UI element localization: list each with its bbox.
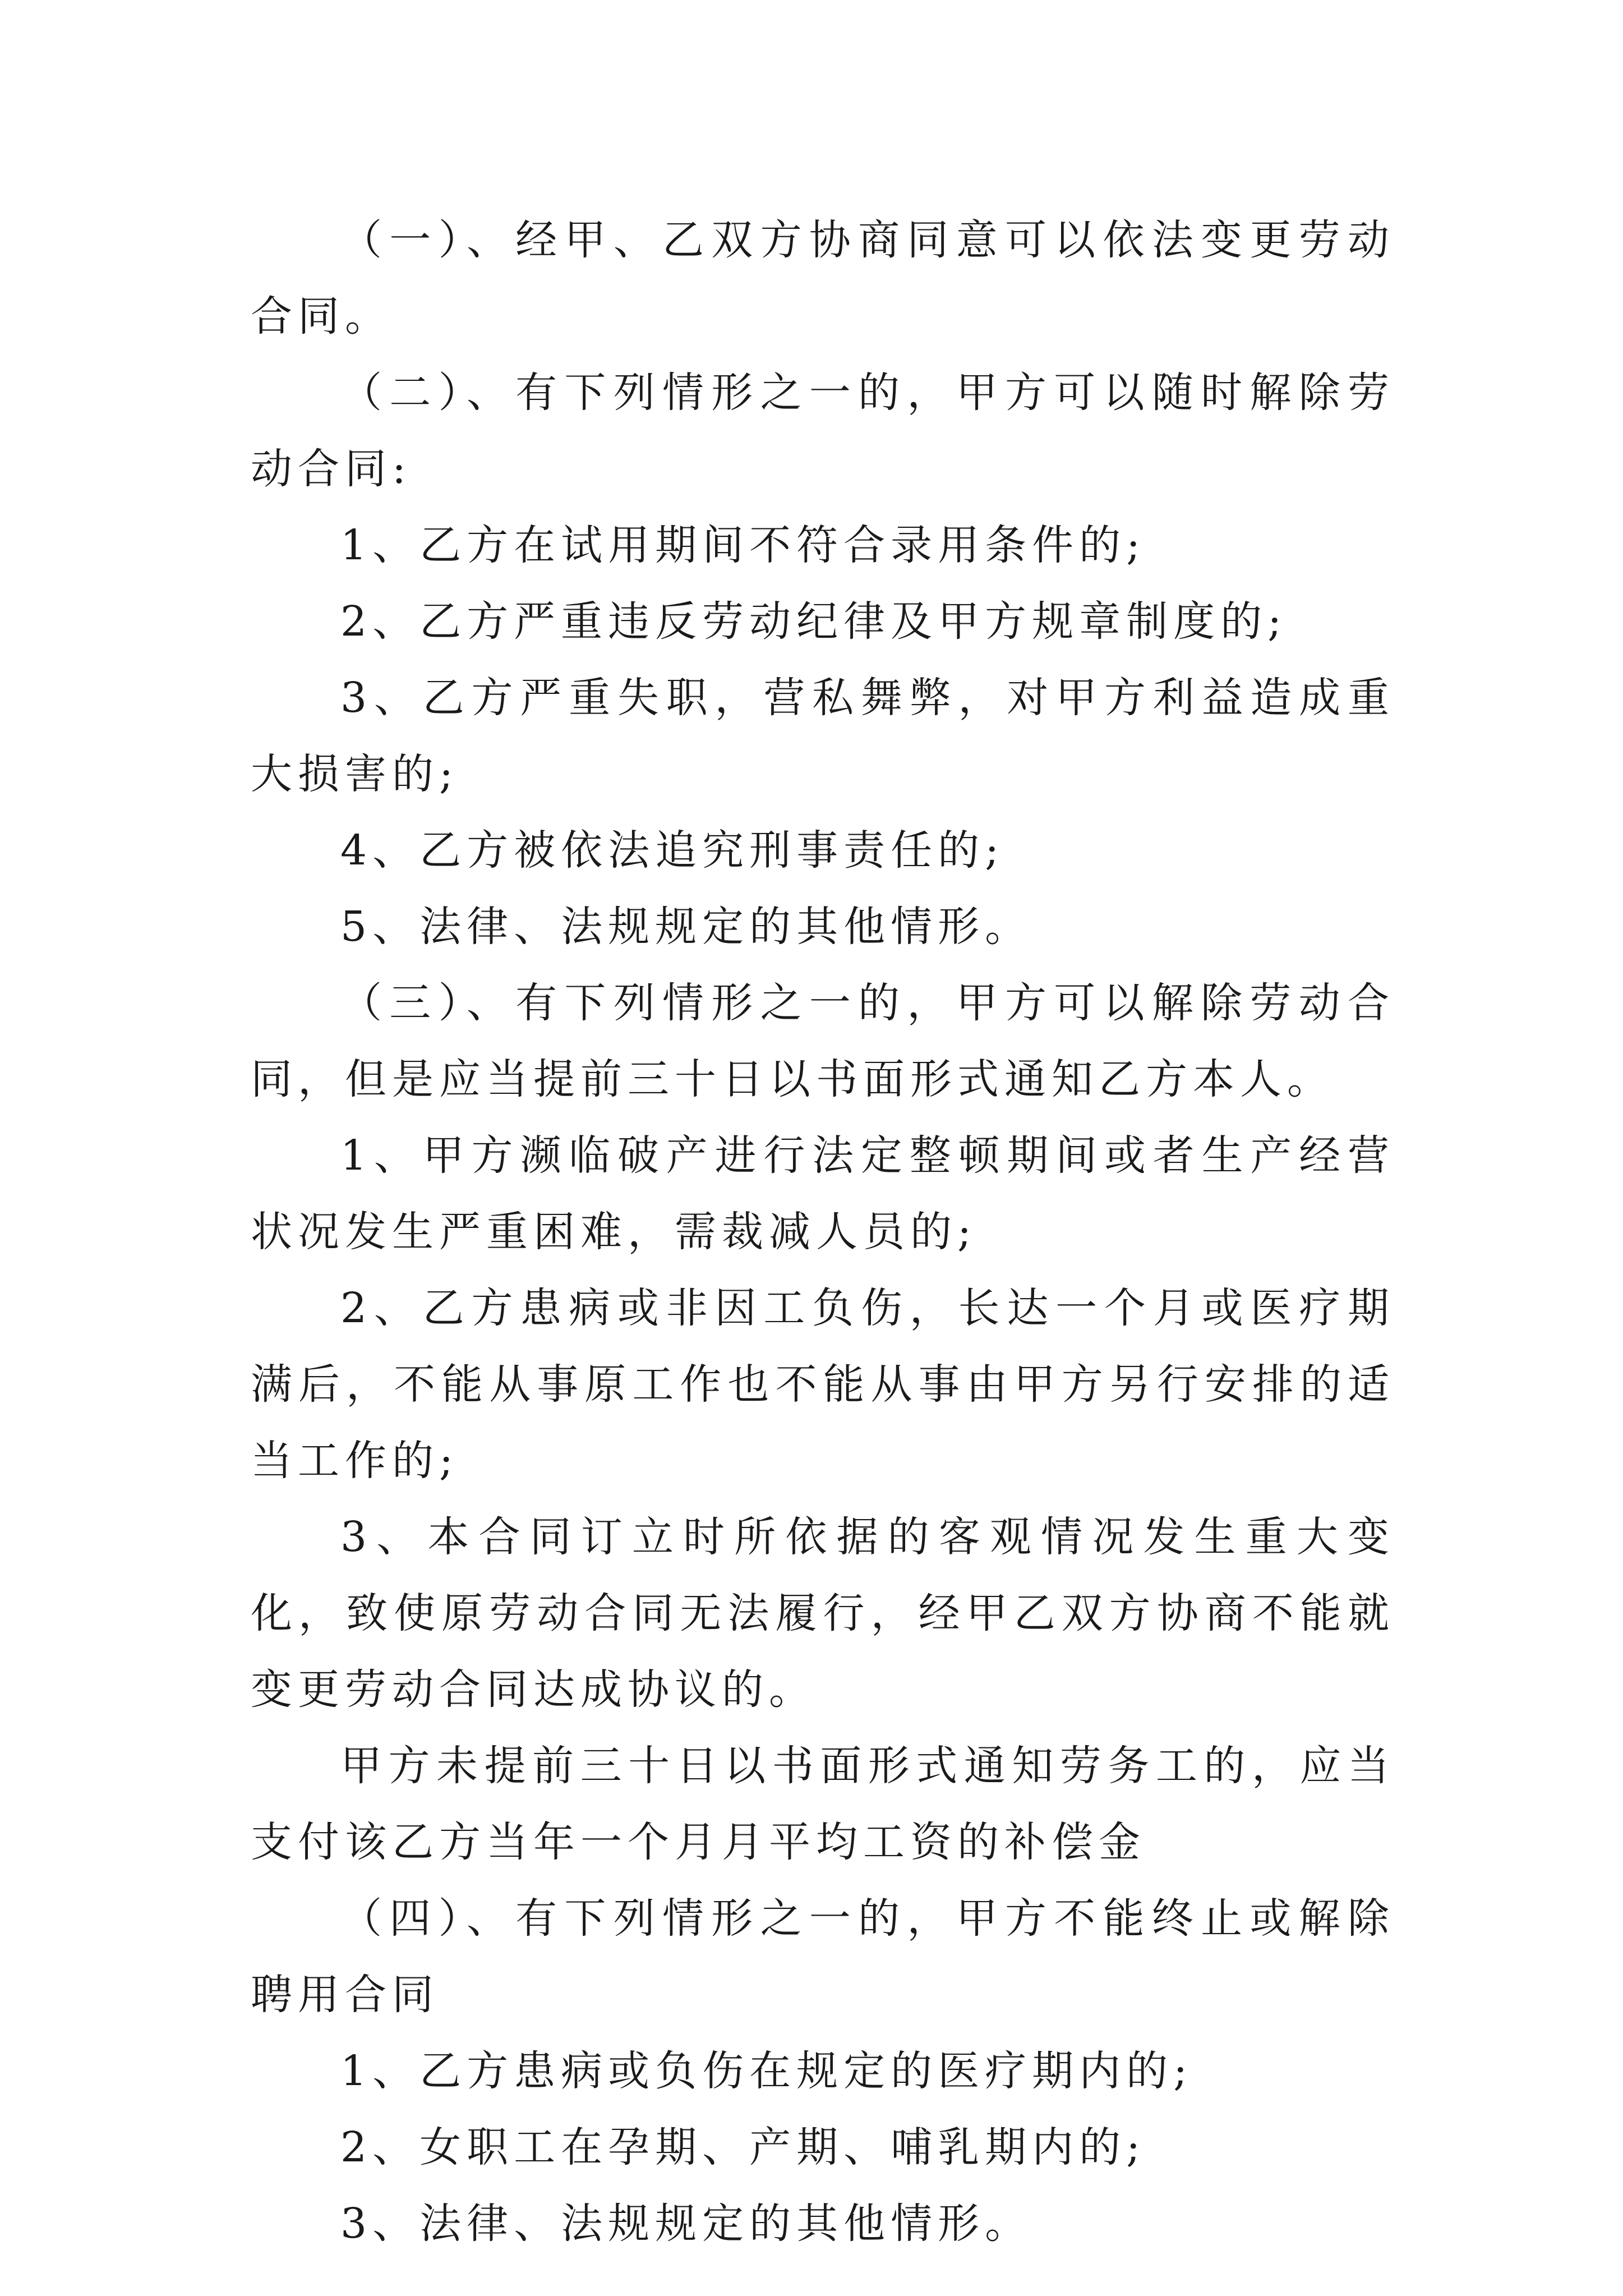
clause-1-paragraph: （一）、经甲、乙双方协商同意可以依法变更劳动合同。 [251,216,1395,341]
clause-3-compensation-note: 甲方未提前三十日以书面形式通知劳务工的，应当支付该乙方当年一个月月平均工资的补偿金 [251,1742,1395,1866]
clause-2-item-5: 5、法律、法规规定的其他情形。 [340,903,1032,951]
clause-2-item-1: 1、乙方在试用期间不符合录用条件的; [340,521,1146,569]
clause-3-heading: （三）、有下列情形之一的，甲方可以解除劳动合同，但是应当提前三十日以书面形式通知乙方本人。 [251,979,1395,1103]
clause-4-item-3: 3、法律、法规规定的其他情形。 [340,2200,1032,2248]
clause-4-item-1: 1、乙方患病或负伤在规定的医疗期内的; [340,2047,1193,2095]
document-body [251,202,1395,2262]
clause-3-item-1: 1、甲方濒临破产进行法定整顿期间或者生产经营状况发生严重困难，需裁减人员的; [251,1131,1395,1256]
clause-2-item-3: 3、乙方严重失职，营私舞弊，对甲方利益造成重大损害的; [251,674,1395,798]
clause-3-item-3: 3、本合同订立时所依据的客观情况发生重大变化，致使原劳动合同无法履行，经甲乙双方协商不能就变更劳动合同达成协议的。 [251,1513,1395,1714]
clause-2-heading: （二）、有下列情形之一的，甲方可以随时解除劳动合同: [251,369,1395,493]
clause-3-item-2: 2、乙方患病或非因工负伤，长达一个月或医疗期满后，不能从事原工作也不能从事由甲方另行安排的适当工作的; [251,1284,1395,1485]
clause-4-item-2: 2、女职工在孕期、产期、哺乳期内的; [340,2123,1146,2171]
clause-2-item-4: 4、乙方被依法追究刑事责任的; [340,826,1005,875]
clause-2-item-2: 2、乙方严重违反劳动纪律及甲方规章制度的; [340,597,1288,646]
clause-4-heading: （四）、有下列情形之一的，甲方不能终止或解除聘用合同 [251,1894,1395,2019]
